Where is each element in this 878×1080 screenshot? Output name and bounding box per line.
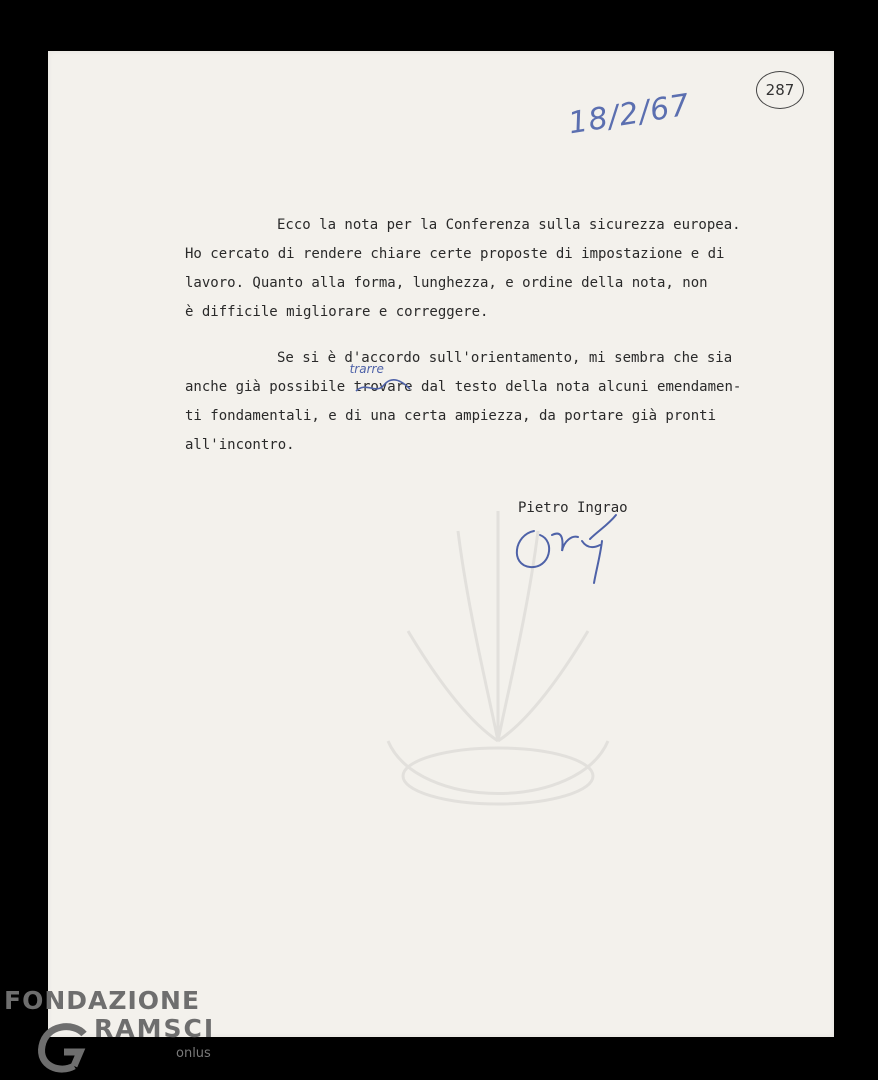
strike-through-mark xyxy=(354,377,412,397)
handwritten-correction: trarre xyxy=(349,362,384,376)
page-number-stamp: 287 xyxy=(756,71,804,109)
text-fragment: dal testo della nota alcuni emendamen- xyxy=(412,379,742,395)
document-page xyxy=(48,51,834,1037)
fondazione-logo-g-icon xyxy=(34,1018,96,1076)
text-line-with-correction xyxy=(185,362,805,402)
text-line: lavoro. Quanto alla forma, lunghezza, e ordine della nota, non xyxy=(185,275,708,291)
handwritten-date: 18/2/67 xyxy=(566,87,693,142)
struck-word xyxy=(349,362,413,402)
archive-logo-line2: RAMSCI xyxy=(94,1014,216,1043)
text-line: è difficile migliorare e correggere. xyxy=(185,304,489,320)
letter-body xyxy=(185,211,805,477)
paragraph-1 xyxy=(185,211,805,327)
text-line: Ho cercato di rendere chiare certe proposte di impostazione e di xyxy=(185,246,725,262)
text-line: ti fondamentali, e di una certa ampiezza, da portare già pronti xyxy=(185,408,717,424)
signature-typed-name: Pietro Ingrao xyxy=(518,500,628,516)
handwritten-signature xyxy=(504,501,634,585)
struck-word-text: trovare xyxy=(353,379,413,395)
paragraph-2 xyxy=(185,344,805,460)
text-line: all'incontro. xyxy=(185,437,295,453)
text-line: Se si è d'accordo sull'orientamento, mi sembra che sia xyxy=(277,350,733,366)
text-line: Ecco la nota per la Conferenza sulla sicurezza europea. xyxy=(277,217,741,233)
archive-logo-line3: onlus xyxy=(176,1046,211,1061)
archive-logo-line1: FONDAZIONE xyxy=(4,986,201,1015)
text-fragment: anche già possibile xyxy=(185,379,354,395)
